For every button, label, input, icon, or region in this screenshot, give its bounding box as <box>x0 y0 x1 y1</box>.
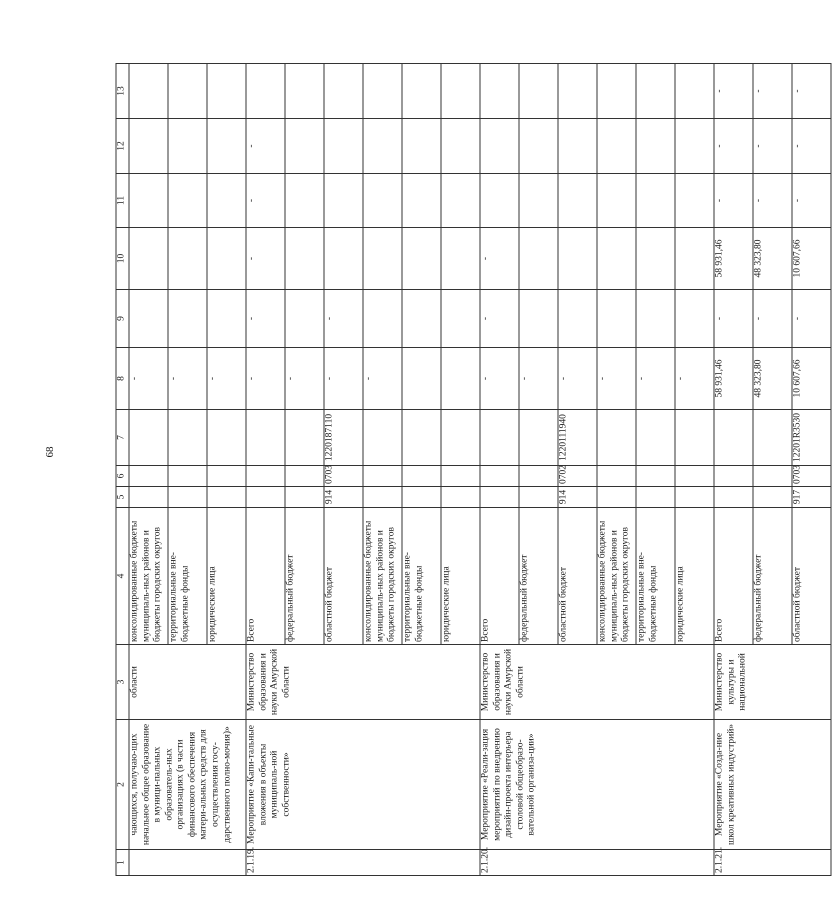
funding-source: юридические лица <box>675 508 714 645</box>
row-number: 2.1.20. <box>480 850 714 876</box>
code-grbs: 914 <box>558 487 597 508</box>
code-grbs <box>402 487 441 508</box>
funding-source: федеральный бюджет <box>285 508 324 645</box>
header-cell-9: 9 <box>116 290 129 348</box>
value-c12 <box>636 119 675 174</box>
value-c10 <box>207 228 246 290</box>
code-grbs <box>207 487 246 508</box>
value-c12: - <box>246 119 285 174</box>
measure-name: чающихся, получаю-щих начальное общее образование в муници-пальных образователь-ных организациях (в части финансового обеспечения матери-альных средств для осуществления госу-дарственного полно-мочия)» <box>129 720 246 850</box>
code-section: 0703 <box>792 466 831 487</box>
code-section <box>246 466 285 487</box>
value-c9 <box>636 290 675 348</box>
code-target: 12201R3530 <box>792 410 831 466</box>
value-c13 <box>402 64 441 119</box>
value-c9: - <box>324 290 363 348</box>
value-c12 <box>402 119 441 174</box>
value-c8: - <box>597 348 636 410</box>
value-c13: - <box>714 64 753 119</box>
value-c10 <box>324 228 363 290</box>
code-grbs <box>246 487 285 508</box>
executor: Министерство культуры и национальной <box>714 645 831 720</box>
code-grbs <box>753 487 792 508</box>
value-c12 <box>207 119 246 174</box>
code-section <box>753 466 792 487</box>
funding-source: Всего <box>480 508 519 645</box>
code-target <box>714 410 753 466</box>
code-section <box>168 466 207 487</box>
value-c12 <box>324 119 363 174</box>
executor: Министерство образования и науки Амурской области <box>480 645 714 720</box>
value-c11 <box>129 174 168 228</box>
code-section <box>363 466 402 487</box>
funding-source: областной бюджет <box>324 508 363 645</box>
value-c8: - <box>324 348 363 410</box>
value-c8: - <box>480 348 519 410</box>
value-c9 <box>519 290 558 348</box>
code-grbs <box>168 487 207 508</box>
value-c8 <box>441 348 480 410</box>
table-row <box>129 64 168 876</box>
funding-source: областной бюджет <box>792 508 831 645</box>
code-grbs <box>675 487 714 508</box>
value-c11 <box>597 174 636 228</box>
value-c13 <box>441 64 480 119</box>
code-grbs <box>363 487 402 508</box>
value-c13 <box>636 64 675 119</box>
value-c11 <box>675 174 714 228</box>
value-c8: 48 323,80 <box>753 348 792 410</box>
budget-table <box>116 63 832 876</box>
value-c9: - <box>792 290 831 348</box>
value-c9 <box>129 290 168 348</box>
value-c8: 10 607,66 <box>792 348 831 410</box>
code-grbs <box>480 487 519 508</box>
code-target <box>519 410 558 466</box>
code-section <box>402 466 441 487</box>
value-c9 <box>285 290 324 348</box>
value-c9: - <box>714 290 753 348</box>
code-target <box>480 410 519 466</box>
code-target <box>285 410 324 466</box>
code-target <box>441 410 480 466</box>
value-c9 <box>441 290 480 348</box>
value-c13 <box>675 64 714 119</box>
code-grbs <box>714 487 753 508</box>
value-c8: - <box>285 348 324 410</box>
value-c10 <box>675 228 714 290</box>
header-cell-4: 4 <box>116 508 129 645</box>
code-section <box>597 466 636 487</box>
header-cell-6: 6 <box>116 466 129 487</box>
code-grbs <box>636 487 675 508</box>
value-c11: - <box>714 174 753 228</box>
header-cell-12: 12 <box>116 119 129 174</box>
value-c13 <box>129 64 168 119</box>
value-c9 <box>675 290 714 348</box>
measure-name: Мероприятие «Созда-ние школ креативных индустрий» <box>714 720 831 850</box>
value-c10: 10 607,66 <box>792 228 831 290</box>
value-c10 <box>168 228 207 290</box>
code-section <box>207 466 246 487</box>
value-c10: 58 931,46 <box>714 228 753 290</box>
value-c9 <box>207 290 246 348</box>
code-target: 1220187110 <box>324 410 363 466</box>
value-c12 <box>519 119 558 174</box>
value-c12 <box>480 119 519 174</box>
code-grbs: 917 <box>792 487 831 508</box>
funding-source: юридические лица <box>441 508 480 645</box>
funding-source: Всего <box>246 508 285 645</box>
header-cell-13: 13 <box>116 64 129 119</box>
code-grbs <box>519 487 558 508</box>
funding-source: Всего <box>714 508 753 645</box>
executor: области <box>129 645 246 720</box>
value-c8: - <box>519 348 558 410</box>
header-cell-1: 1 <box>116 850 129 876</box>
value-c13: - <box>753 64 792 119</box>
value-c11 <box>168 174 207 228</box>
code-target <box>675 410 714 466</box>
funding-source: консолидированные бюджеты муниципаль-ных районов и бюджеты городских округов <box>129 508 168 645</box>
value-c13 <box>324 64 363 119</box>
table-row <box>246 64 285 876</box>
value-c13 <box>480 64 519 119</box>
code-section <box>480 466 519 487</box>
value-c10 <box>636 228 675 290</box>
value-c8 <box>402 348 441 410</box>
row-number: 2.1.19. <box>246 850 480 876</box>
value-c10 <box>597 228 636 290</box>
value-c8: - <box>168 348 207 410</box>
value-c13 <box>597 64 636 119</box>
value-c8: - <box>675 348 714 410</box>
value-c13 <box>168 64 207 119</box>
code-target <box>636 410 675 466</box>
value-c11 <box>324 174 363 228</box>
value-c10 <box>441 228 480 290</box>
funding-source: территориальные вне-бюджетные фонды <box>636 508 675 645</box>
code-section <box>714 466 753 487</box>
value-c11 <box>363 174 402 228</box>
funding-source: консолидированные бюджеты муниципаль-ных районов и бюджеты городских округов <box>597 508 636 645</box>
header-cell-10: 10 <box>116 228 129 290</box>
value-c12: - <box>753 119 792 174</box>
header-cell-3: 3 <box>116 645 129 720</box>
funding-source: консолидированные бюджеты муниципаль-ных районов и бюджеты городских округов <box>363 508 402 645</box>
value-c11: - <box>792 174 831 228</box>
value-c11 <box>285 174 324 228</box>
value-c9: - <box>246 290 285 348</box>
code-section <box>129 466 168 487</box>
value-c10: 48 323,80 <box>753 228 792 290</box>
code-grbs <box>129 487 168 508</box>
code-section: 0702 <box>558 466 597 487</box>
value-c12 <box>441 119 480 174</box>
header-cell-7: 7 <box>116 410 129 466</box>
value-c9 <box>168 290 207 348</box>
funding-source: юридические лица <box>207 508 246 645</box>
code-section <box>519 466 558 487</box>
value-c13: - <box>792 64 831 119</box>
value-c9 <box>597 290 636 348</box>
code-target <box>753 410 792 466</box>
value-c11 <box>480 174 519 228</box>
table-body <box>116 64 831 876</box>
code-target <box>246 410 285 466</box>
code-target <box>129 410 168 466</box>
value-c12 <box>675 119 714 174</box>
value-c10 <box>519 228 558 290</box>
value-c8: - <box>129 348 168 410</box>
value-c13 <box>519 64 558 119</box>
header-cell-11: 11 <box>116 174 129 228</box>
code-section <box>675 466 714 487</box>
value-c8: - <box>207 348 246 410</box>
funding-source: федеральный бюджет <box>753 508 792 645</box>
table-row <box>480 64 519 876</box>
value-c10 <box>129 228 168 290</box>
code-target <box>597 410 636 466</box>
value-c11 <box>636 174 675 228</box>
value-c8: 58 931,46 <box>714 348 753 410</box>
value-c8: - <box>636 348 675 410</box>
row-number: 2.1.21. <box>714 850 831 876</box>
value-c13 <box>246 64 285 119</box>
executor: Министерство образования и науки Амурской области <box>246 645 480 720</box>
value-c13 <box>363 64 402 119</box>
value-c10 <box>402 228 441 290</box>
code-section <box>636 466 675 487</box>
value-c9 <box>363 290 402 348</box>
funding-source: территориальные вне-бюджетные фонды <box>168 508 207 645</box>
value-c11 <box>402 174 441 228</box>
value-c10 <box>363 228 402 290</box>
value-c12 <box>285 119 324 174</box>
header-cell-2: 2 <box>116 720 129 850</box>
value-c13 <box>207 64 246 119</box>
value-c10 <box>285 228 324 290</box>
value-c13 <box>285 64 324 119</box>
value-c10: - <box>480 228 519 290</box>
row-number <box>129 850 246 876</box>
funding-source: областной бюджет <box>558 508 597 645</box>
value-c8: - <box>246 348 285 410</box>
value-c10: - <box>246 228 285 290</box>
value-c11: - <box>753 174 792 228</box>
code-grbs <box>285 487 324 508</box>
measure-name: Мероприятие «Капи-тальные вложения в объекты муниципаль-ной собственности» <box>246 720 480 850</box>
value-c9 <box>402 290 441 348</box>
code-target <box>207 410 246 466</box>
value-c8: - <box>558 348 597 410</box>
value-c12 <box>363 119 402 174</box>
code-grbs: 914 <box>324 487 363 508</box>
value-c8: - <box>363 348 402 410</box>
value-c9: - <box>753 290 792 348</box>
code-target: 1220111940 <box>558 410 597 466</box>
table-row <box>714 64 753 876</box>
value-c9: - <box>480 290 519 348</box>
header-cell-5: 5 <box>116 487 129 508</box>
value-c12: - <box>714 119 753 174</box>
funding-source: территориальные вне-бюджетные фонды <box>402 508 441 645</box>
value-c11 <box>558 174 597 228</box>
code-grbs <box>597 487 636 508</box>
code-section <box>441 466 480 487</box>
code-grbs <box>441 487 480 508</box>
value-c9 <box>558 290 597 348</box>
measure-name: Мероприятие «Реали-зация мероприятий по внедрению дизайн-проекта интерьера столовой общеобразо-вательной организа-ции» <box>480 720 714 850</box>
value-c12 <box>597 119 636 174</box>
value-c11: - <box>246 174 285 228</box>
value-c11 <box>519 174 558 228</box>
value-c13 <box>558 64 597 119</box>
header-row <box>116 64 129 876</box>
value-c11 <box>441 174 480 228</box>
page-number: 68 <box>44 446 56 458</box>
value-c11 <box>207 174 246 228</box>
rotated-table-container <box>116 64 803 876</box>
code-target <box>363 410 402 466</box>
value-c12 <box>168 119 207 174</box>
code-target <box>402 410 441 466</box>
value-c12 <box>558 119 597 174</box>
value-c10 <box>558 228 597 290</box>
code-section: 0703 <box>324 466 363 487</box>
code-section <box>285 466 324 487</box>
value-c12 <box>129 119 168 174</box>
header-cell-8: 8 <box>116 348 129 410</box>
code-target <box>168 410 207 466</box>
funding-source: федеральный бюджет <box>519 508 558 645</box>
value-c12: - <box>792 119 831 174</box>
